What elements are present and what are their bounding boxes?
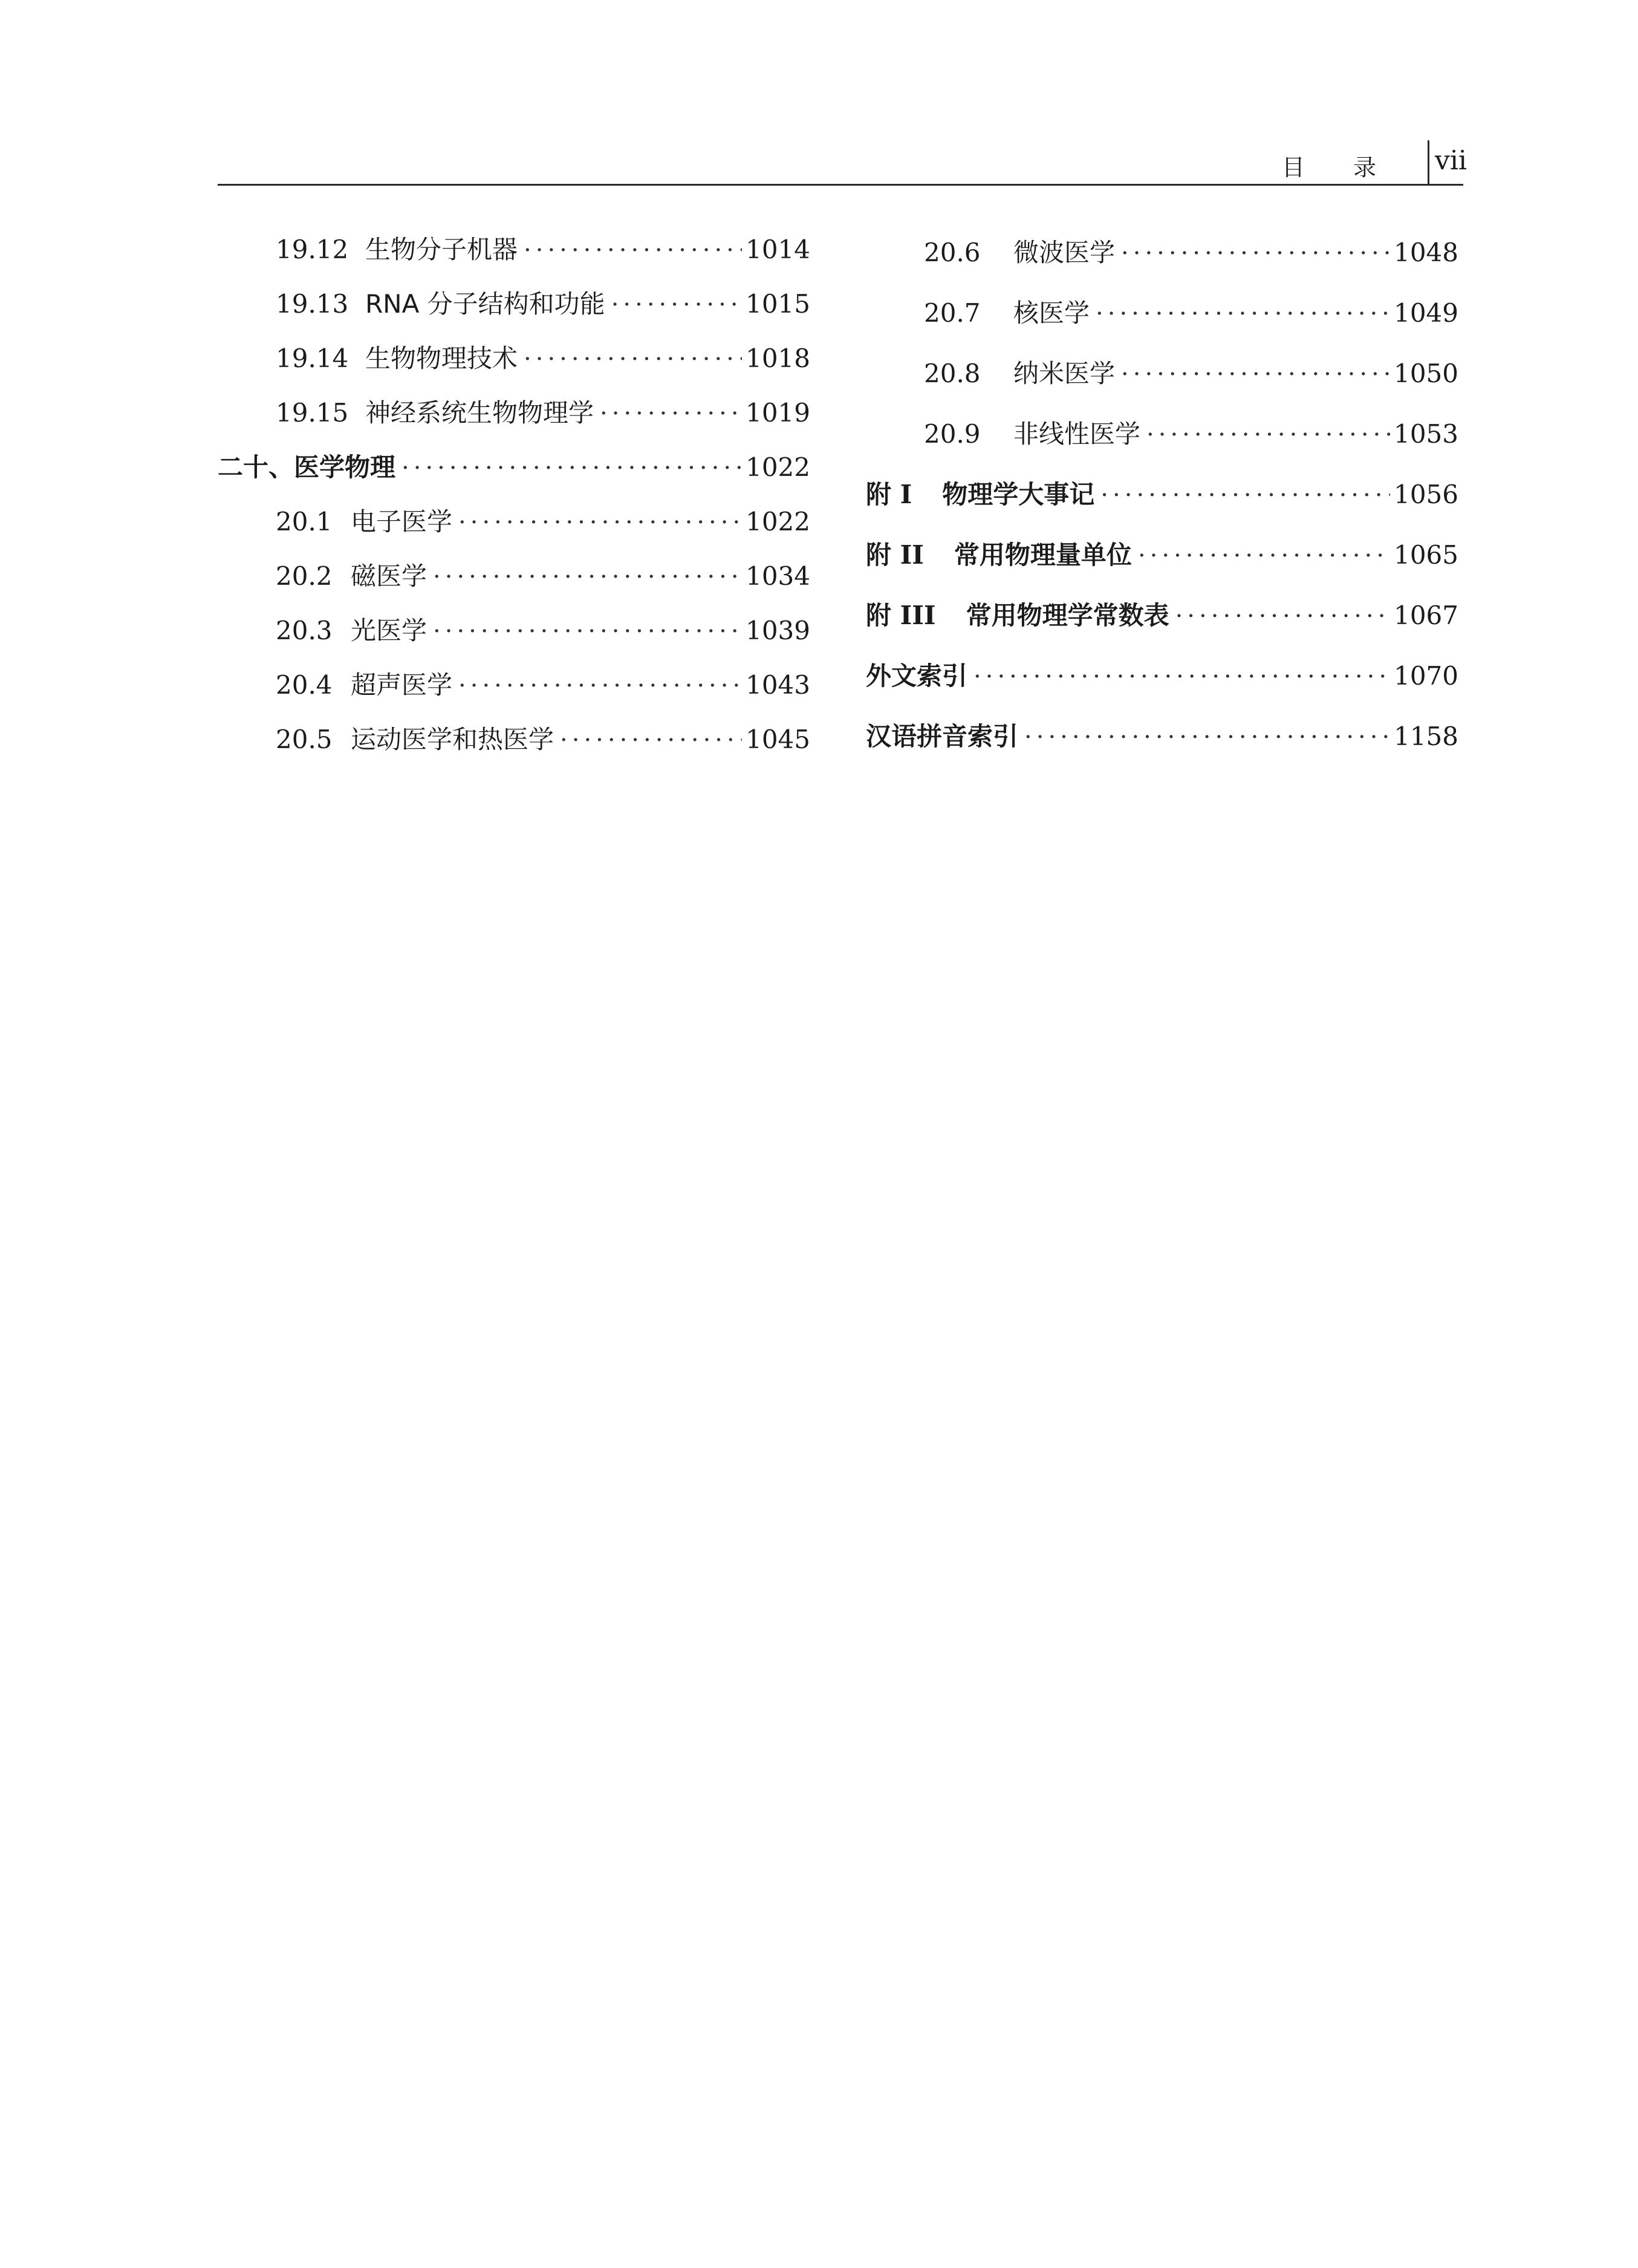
toc-appendix-entry[interactable] (866, 525, 1458, 585)
toc-dot-leader (1121, 344, 1390, 405)
toc-entry-page: 1034 (746, 561, 810, 591)
toc-dot-leader (1146, 405, 1390, 465)
toc-dot-leader (433, 604, 742, 659)
toc-appendix-entry[interactable] (866, 464, 1458, 525)
toc-entry-page: 1050 (1394, 359, 1458, 388)
toc-entry-page: 1049 (1394, 298, 1458, 328)
header-section-title: 目 录 (1281, 154, 1397, 181)
toc-entry-page: 1065 (1394, 540, 1458, 570)
toc-entry-title: 生物分子机器 (365, 235, 518, 264)
toc-entry[interactable] (218, 658, 810, 712)
toc-entry-number: 19.14 (276, 344, 349, 373)
toc-entry-number: 20.8 (924, 359, 981, 388)
toc-entry-number: 20.6 (924, 238, 981, 267)
toc-appendix-number: 附 III (866, 601, 936, 630)
toc-entry-title: 超声医学 (351, 670, 453, 700)
toc-entry-number: 19.13 (276, 289, 349, 319)
toc-entry-page: 1022 (746, 507, 810, 536)
toc-dot-leader (401, 441, 742, 495)
toc-dot-leader (458, 659, 742, 713)
toc-appendix-number: 附 II (866, 540, 924, 570)
running-header (218, 140, 1467, 186)
toc-entry-number: 20.9 (924, 419, 981, 449)
toc-index-title: 汉语拼音索引 (866, 722, 1019, 751)
toc-dot-leader (973, 647, 1390, 707)
toc-dot-leader (1138, 526, 1390, 586)
toc-entry-title: 电子医学 (351, 507, 453, 536)
toc-entry-title: 神经系统生物物理学 (365, 398, 594, 428)
toc-entry[interactable] (218, 604, 810, 658)
toc-dot-leader (524, 223, 742, 278)
toc-entry[interactable] (218, 495, 810, 549)
toc-entry[interactable] (866, 404, 1458, 464)
toc-entry-title: 生物物理技术 (365, 344, 518, 373)
toc-entry-page: 1022 (746, 452, 810, 482)
toc-entry-page: 1048 (1394, 238, 1458, 267)
toc-index-title: 外文索引 (866, 661, 968, 691)
toc-dot-leader (458, 495, 742, 550)
toc-entry-page: 1039 (746, 616, 810, 645)
toc-entry-number: 20.5 (276, 725, 333, 754)
toc-entry-number: 20.3 (276, 616, 333, 645)
toc-entry-title: 核医学 (1013, 298, 1090, 328)
toc-entry[interactable] (218, 549, 810, 604)
toc-entry-title: 非线性医学 (1013, 419, 1141, 449)
toc-entry-title: RNA 分子结构和功能 (365, 289, 605, 319)
toc-entry-page: 1158 (1394, 722, 1458, 751)
toc-index-entry[interactable] (866, 646, 1458, 706)
toc-appendix-title: 常用物理学常数表 (966, 601, 1169, 630)
toc-dot-leader (560, 713, 742, 767)
toc-entry-title: 微波医学 (1013, 238, 1116, 267)
toc-entry-page: 1045 (746, 725, 810, 754)
toc-dot-leader (611, 278, 742, 332)
toc-appendix-title: 常用物理量单位 (954, 540, 1132, 570)
toc-dot-leader (524, 332, 742, 386)
toc-entry[interactable] (218, 277, 810, 331)
toc-entry-page: 1014 (746, 235, 810, 264)
toc-left-column (218, 223, 810, 767)
toc-entry[interactable] (218, 386, 810, 440)
toc-dot-leader (1024, 707, 1390, 767)
toc-entry-page: 1043 (746, 670, 810, 700)
toc-entry-page: 1067 (1394, 601, 1458, 630)
toc-appendix-entry[interactable] (866, 585, 1458, 646)
toc-right-column (866, 223, 1458, 767)
toc-index-entry[interactable] (866, 706, 1458, 767)
toc-dot-leader (1100, 465, 1390, 526)
toc-entry-page: 1070 (1394, 661, 1458, 691)
toc-entry[interactable] (218, 712, 810, 767)
toc-entry-number: 20.7 (924, 298, 981, 328)
toc-entry-page: 1019 (746, 398, 810, 428)
toc-entry-title: 磁医学 (351, 561, 427, 591)
toc-dot-leader (1121, 223, 1390, 284)
toc-entry-page: 1053 (1394, 419, 1458, 449)
toc-entry-page: 1018 (746, 344, 810, 373)
toc-entry-page: 1015 (746, 289, 810, 319)
toc-dot-leader (1175, 586, 1391, 647)
toc-entry[interactable] (866, 223, 1458, 283)
toc-entry-number: 20.1 (276, 507, 333, 536)
toc-chapter-entry[interactable] (218, 440, 810, 495)
toc-appendix-number: 附 I (866, 480, 912, 509)
toc-dot-leader (600, 386, 742, 441)
toc-entry[interactable] (218, 223, 810, 277)
header-divider (1428, 140, 1429, 184)
toc-entry-number: 20.2 (276, 561, 333, 591)
toc-entry-title: 运动医学和热医学 (351, 725, 554, 754)
toc-entry[interactable] (218, 331, 810, 386)
toc-dot-leader (433, 550, 742, 604)
toc-appendix-title: 物理学大事记 (942, 480, 1095, 509)
toc-chapter-title: 二十、医学物理 (218, 452, 396, 482)
header-page-number: vii (1434, 145, 1467, 176)
toc-entry-number: 20.4 (276, 670, 333, 700)
toc-entry[interactable] (866, 344, 1458, 404)
toc-entry[interactable] (866, 283, 1458, 344)
toc-entry-title: 光医学 (351, 616, 427, 645)
toc-entry-page: 1056 (1394, 480, 1458, 509)
toc-entry-number: 19.15 (276, 398, 349, 428)
toc-dot-leader (1096, 284, 1390, 344)
toc-entry-title: 纳米医学 (1013, 359, 1116, 388)
toc-entry-number: 19.12 (276, 235, 349, 264)
